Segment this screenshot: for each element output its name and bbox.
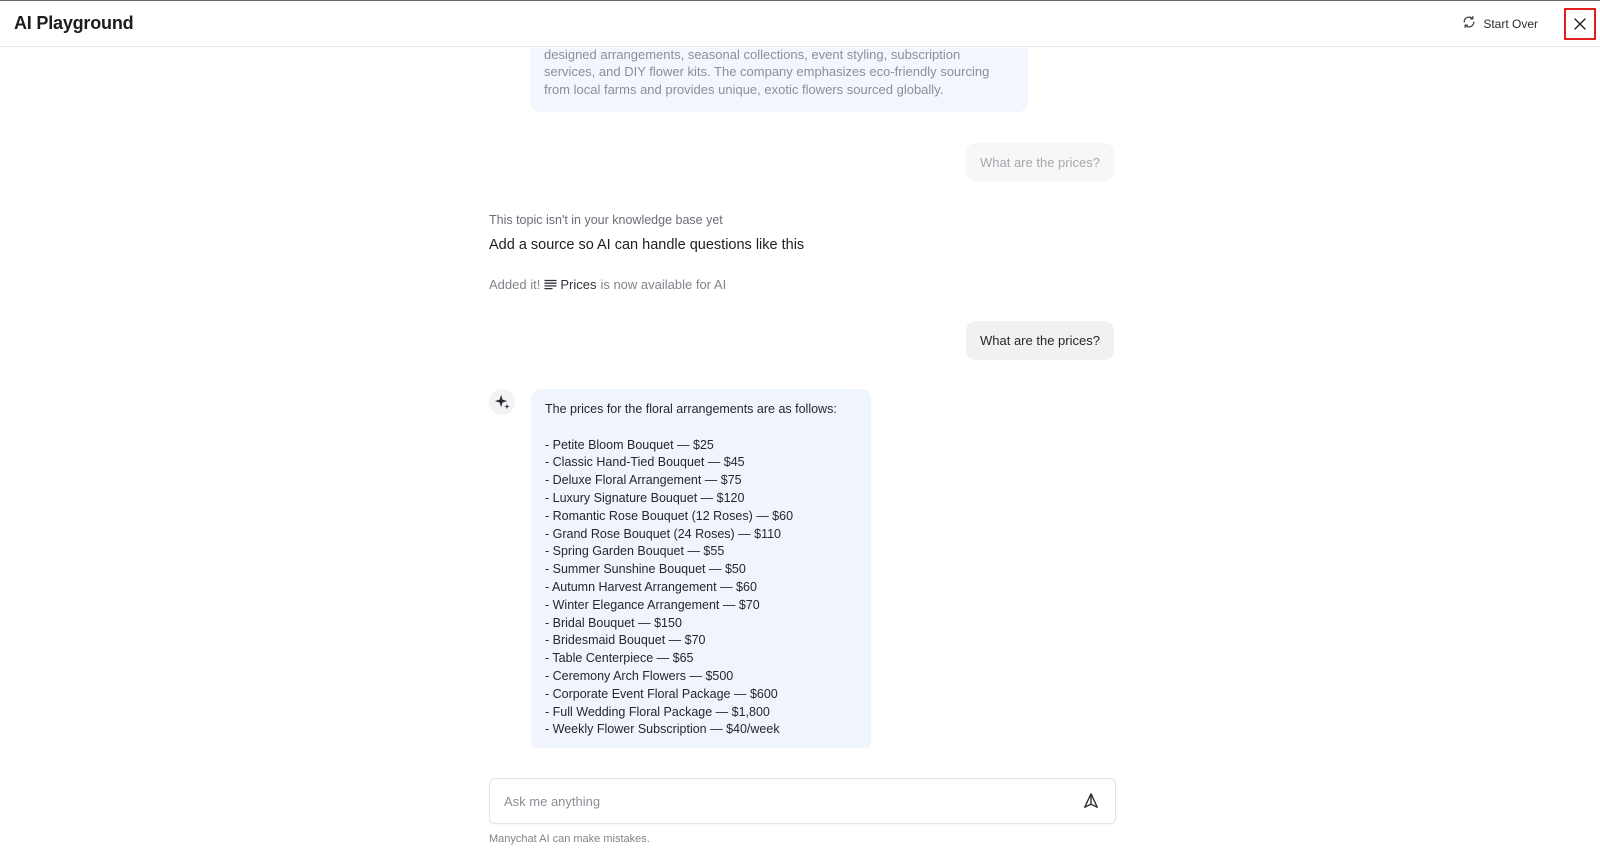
price-item: - Classic Hand-Tied Bouquet — $45	[545, 455, 745, 470]
price-item: - Grand Rose Bouquet (24 Roses) — $110	[545, 526, 782, 541]
user-message-bubble	[966, 321, 1114, 360]
price-item: - Weekly Flower Subscription — $40/week	[545, 722, 780, 737]
added-suffix: is now available for AI	[600, 277, 727, 292]
price-list	[545, 437, 857, 740]
send-icon	[1082, 792, 1100, 810]
price-item: - Bridesmaid Bouquet — $70	[545, 633, 706, 648]
close-button[interactable]	[1564, 8, 1596, 40]
price-item: - Table Centerpiece — $65	[545, 651, 694, 666]
added-prefix: Added it!	[489, 277, 541, 292]
knowledge-base-notice: This topic isn't in your knowledge base yet	[489, 213, 723, 227]
price-item: - Romantic Rose Bouquet (12 Roses) — $60	[545, 508, 794, 523]
page-title: AI Playground	[14, 13, 134, 33]
app-header	[0, 1, 1600, 47]
price-item: - Spring Garden Bouquet — $55	[545, 544, 725, 559]
price-item: - Full Wedding Floral Package — $1,800	[545, 704, 770, 719]
message-composer	[489, 778, 1116, 824]
refresh-icon	[1462, 15, 1476, 32]
ai-disclaimer: Manychat AI can make mistakes.	[489, 833, 650, 845]
ai-message-bubble	[530, 48, 1028, 112]
ai-answer-bubble	[531, 389, 871, 748]
price-item: - Ceremony Arch Flowers — $500	[545, 668, 734, 683]
send-button[interactable]	[1079, 789, 1103, 813]
price-item: - Summer Sunshine Bouquet — $50	[545, 562, 746, 577]
user-message-text: What are the prices?	[980, 155, 1100, 170]
price-item: - Winter Elegance Arrangement — $70	[545, 597, 760, 612]
ai-avatar	[489, 389, 515, 415]
sparkle-icon	[493, 393, 511, 411]
knowledge-base-action-prompt: Add a source so AI can handle questions like this	[489, 237, 805, 253]
user-message-bubble	[966, 143, 1114, 182]
lines-icon	[544, 279, 557, 290]
start-over-button[interactable]	[1462, 15, 1538, 32]
ai-answer-intro: The prices for the floral arrangements are as follows:	[545, 402, 837, 416]
start-over-label: Start Over	[1483, 16, 1538, 31]
header-actions	[1462, 1, 1600, 46]
price-item: - Corporate Event Floral Package — $600	[545, 686, 778, 701]
ai-message-text: designed arrangements, seasonal collections, event styling, subscription services, and DIY flower kits. The company emphasizes eco-friendly sourcing from local farms and provides unique, exotic flowers sourced globally.	[544, 48, 990, 98]
close-icon	[1574, 18, 1586, 30]
price-item: - Petite Bloom Bouquet — $25	[545, 437, 714, 452]
added-source-name: Prices	[560, 277, 597, 292]
chat-input[interactable]	[504, 794, 1079, 809]
price-item: - Luxury Signature Bouquet — $120	[545, 490, 745, 505]
added-source-link[interactable]	[544, 277, 596, 292]
user-message-text: What are the prices?	[980, 333, 1100, 348]
source-added-confirmation	[489, 277, 726, 292]
price-item: - Deluxe Floral Arrangement — $75	[545, 473, 742, 488]
price-item: - Autumn Harvest Arrangement — $60	[545, 579, 757, 594]
chat-transcript[interactable]	[0, 48, 1600, 748]
price-item: - Bridal Bouquet — $150	[545, 615, 682, 630]
